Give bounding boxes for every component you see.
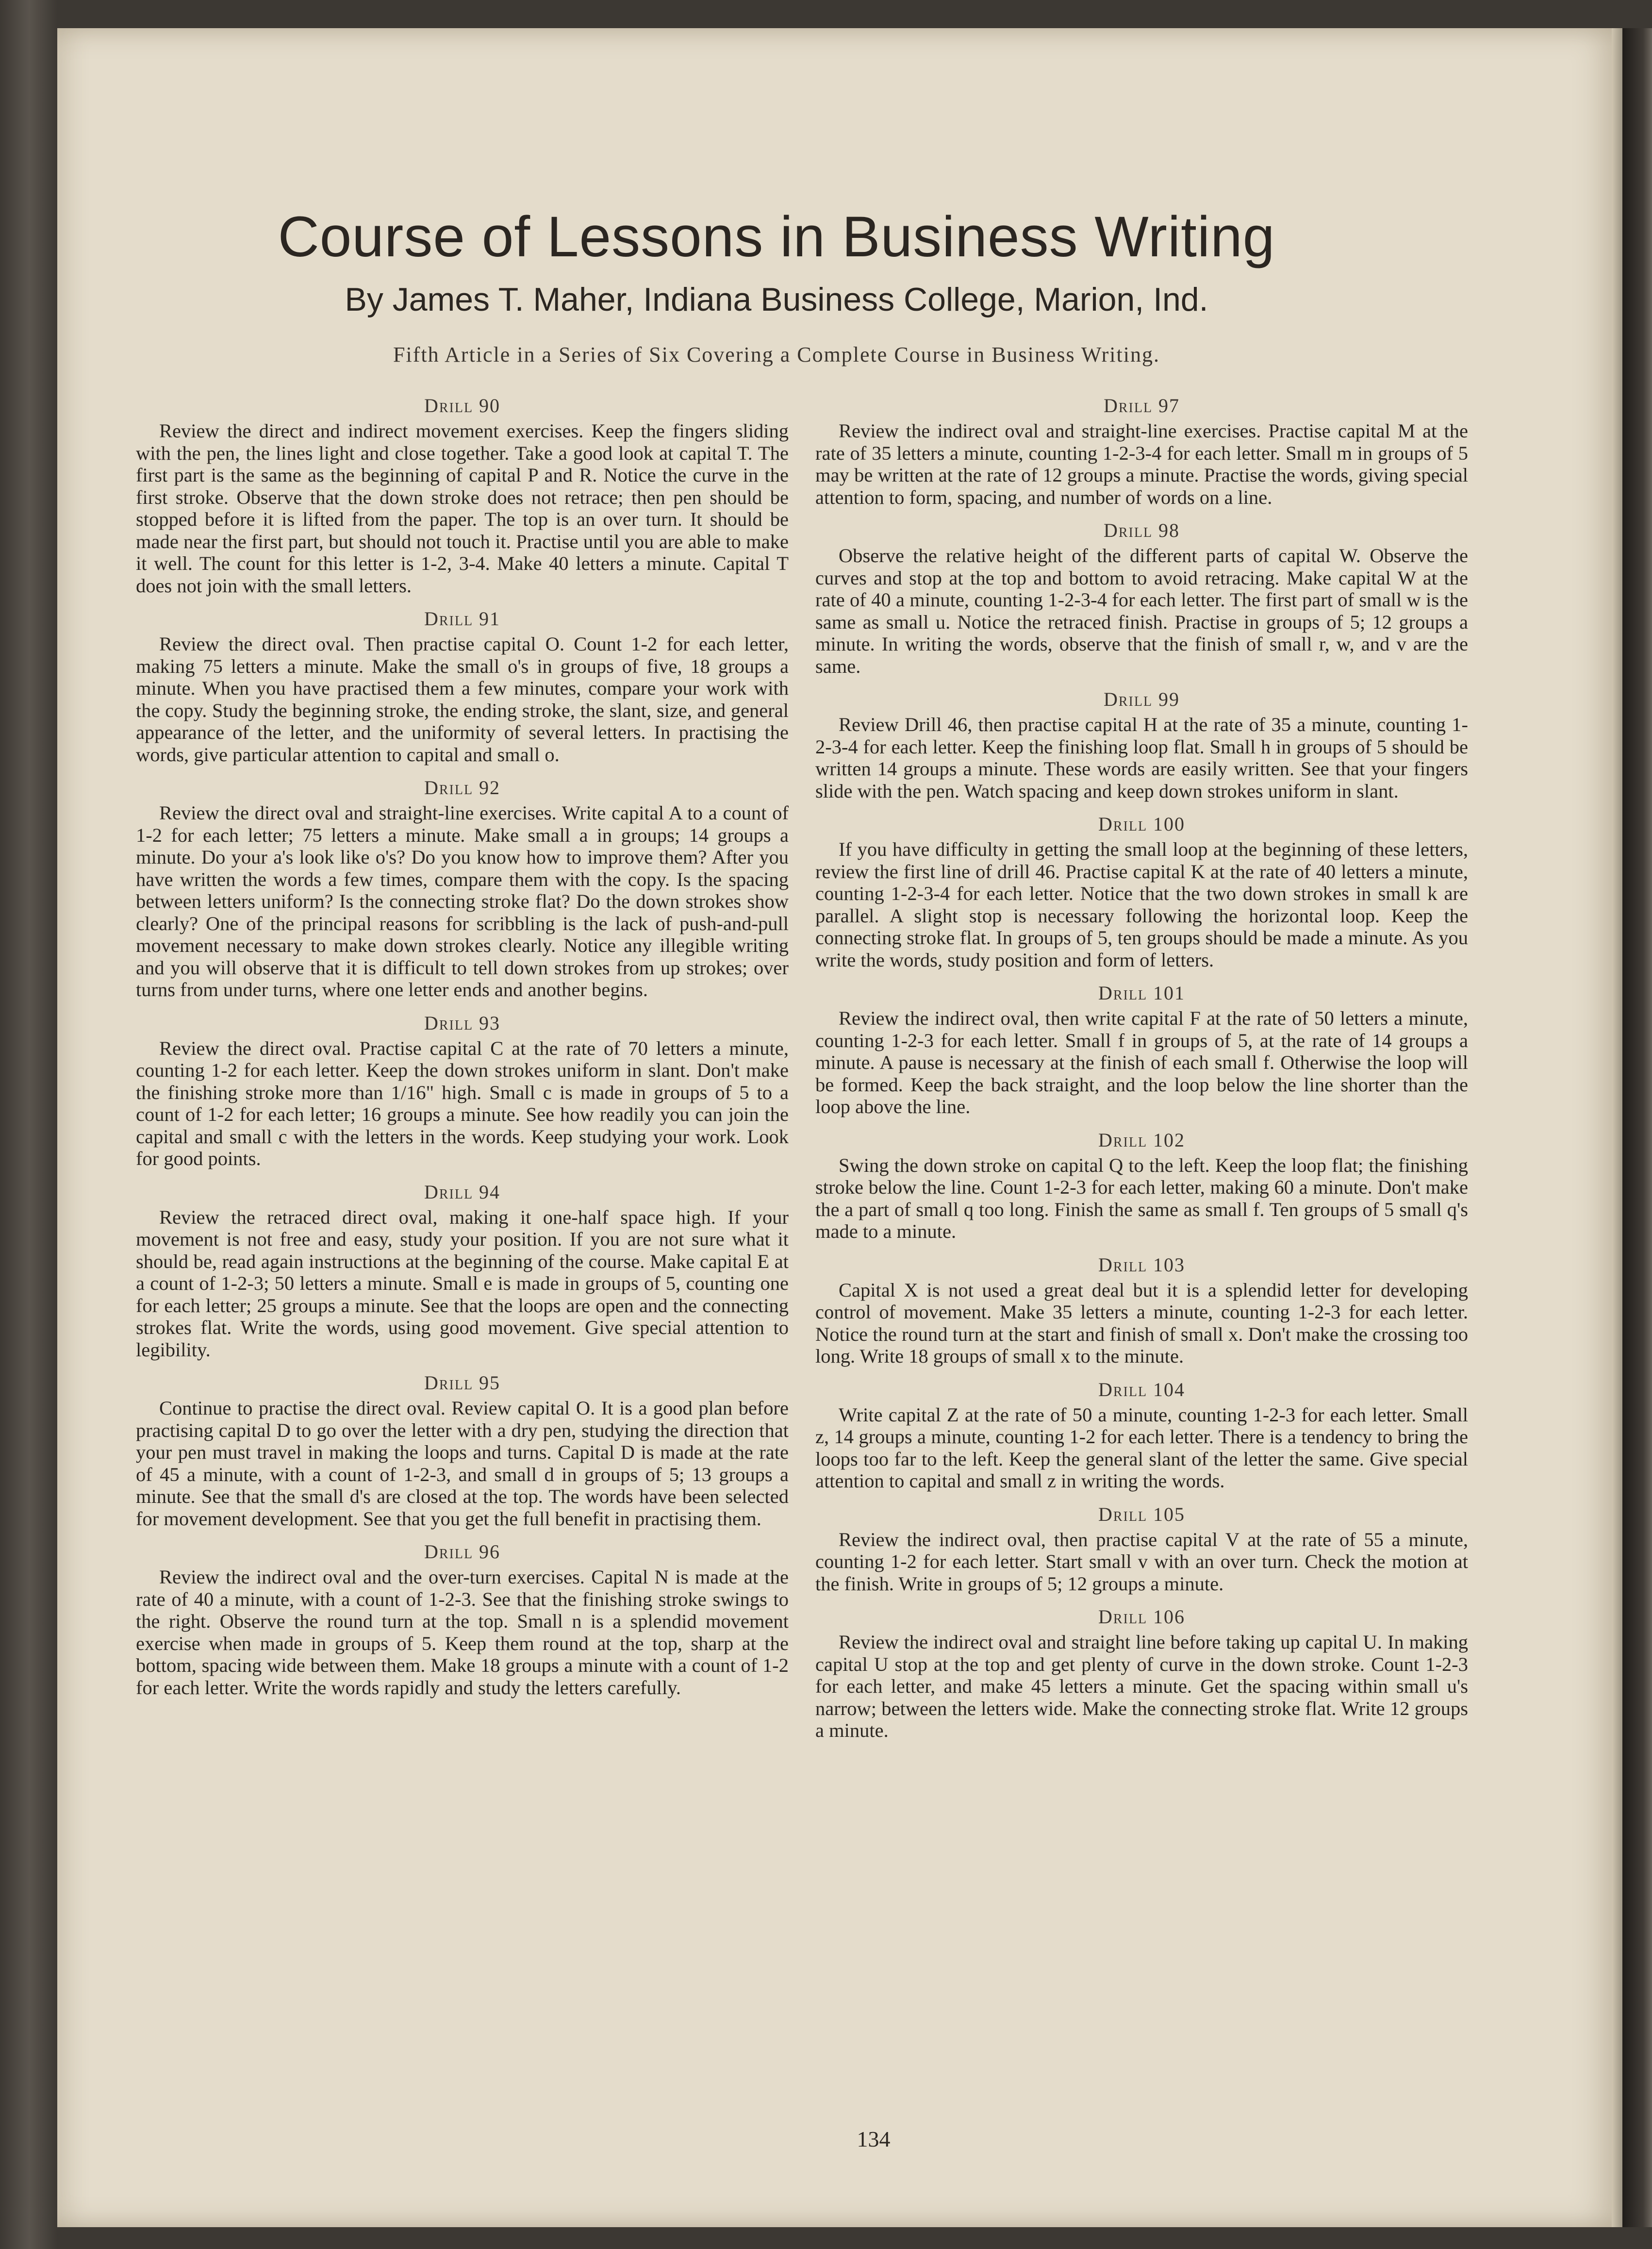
drill-text: Observe the relative height of the different parts of capital W. Observe the curves and stop at the top and bottom to avoid retracing. Make capital W at the rate of 40 a minute, counting 1-2-3-4 for each letter. The first part of small w is the same as small u. Notice the retraced finish. Practise in groups of 5; 12 groups a minute. In writing the words, observe that the finish of small r, w, and v are the same. bbox=[815, 545, 1468, 677]
drill-heading: Drill 103 bbox=[1098, 1253, 1186, 1276]
drill-text: Review Drill 46, then practise capital H at the rate of 35 a minute, counting 1-2-3-4 for each letter. Keep the finishing loop flat. Small h in groups of 5 should be written 14 groups a minute. These words are easily written. See that your fingers slide with the pen. Watch spacing and keep down strokes uniform in slant. bbox=[815, 714, 1468, 802]
drill-94 bbox=[136, 1181, 789, 1361]
article-byline: By James T. Maher, Indiana Business College, Marion, Ind. bbox=[345, 281, 1208, 318]
drill-98 bbox=[815, 519, 1468, 677]
drill-heading: Drill 104 bbox=[1098, 1378, 1186, 1400]
drill-text: Review the direct and indirect movement exercises. Keep the fingers sliding with the pen, the lines light and close together. Take a good look at capital T. The first part is the same as the beginning of capital P and R. Notice the curve in the first stroke. Observe that the down stroke does not retrace; then pen should be stopped before it is lifted from the paper. The top is an over turn. It should be made near the first part, but should not touch it. Practise until you are able to make it well. The count for this letter is 1-2, 3-4. Make 40 letters a minute. Capital T does not join with the small letters. bbox=[136, 420, 789, 597]
drill-heading: Drill 92 bbox=[424, 777, 501, 799]
drill-heading: Drill 95 bbox=[424, 1372, 501, 1394]
drill-text: Review the direct oval. Practise capital C at the rate of 70 letters a minute, counting 1-2 for each letter. Keep the down strokes uniform in slant. Don't make the finishing stroke more than 1/16" high. Small c is made in groups of 5 to a count of 1-2 for each letter; 16 groups a minute. See how readily you can join the capital and small c with the letters in the words. Keep studying your work. Look for good points. bbox=[136, 1037, 789, 1169]
drill-91 bbox=[136, 607, 789, 766]
drill-text: Review the indirect oval and straight line before taking up capital U. In making capital U stop at the top and get plenty of curve in the down stroke. Count 1-2-3 for each letter, and make 45 letters a minute. Get the spacing within small u's narrow; between the letters wide. Make the connecting stroke flat. Write 12 groups a minute. bbox=[815, 1631, 1468, 1741]
drill-heading: Drill 93 bbox=[424, 1012, 501, 1034]
drill-heading: Drill 96 bbox=[424, 1541, 501, 1563]
drill-101 bbox=[815, 982, 1468, 1118]
drill-93 bbox=[136, 1012, 789, 1170]
left-column bbox=[136, 383, 789, 1699]
drill-text: Review the indirect oval and straight-line exercises. Practise capital M at the rate of 35 letters a minute, counting 1-2-3-4 for each letter. Small m in groups of 5 may be written at the rate of 12 groups a minute. Practise the words, giving special attention to form, spacing, and number of words on a line. bbox=[815, 420, 1468, 508]
drill-text: Review the direct oval and straight-line exercises. Write capital A to a count of 1-2 for each letter; 75 letters a minute. Make small a in groups; 14 groups a minute. Do your a's look like o's? Do you know how to improve them? After you have written the words a few times, compare them with the copy. Is the spacing between letters uniform? Is the connecting stroke flat? Do the down strokes show clearly? One of the principal reasons for scribbling is the lack of push-and-pull movement necessary to make down strokes clearly. Notice any illegible writing and you will observe that it is difficult to tell down strokes from up strokes; over turns from under turns, where one letter ends and another begins. bbox=[136, 802, 789, 1000]
drill-text: Write capital Z at the rate of 50 a minute, counting 1-2-3 for each letter. Small z, 14 groups a minute, counting 1-2 for each letter. There is a tendency to bring the loops too far to the left. Keep the general slant of the letter the same. Give special attention to capital and small z in writing the words. bbox=[815, 1403, 1468, 1492]
binding-shadow bbox=[1622, 28, 1652, 2227]
drill-heading: Drill 91 bbox=[424, 608, 501, 630]
drill-heading: Drill 90 bbox=[424, 395, 501, 416]
drill-heading: Drill 105 bbox=[1098, 1503, 1186, 1525]
drill-92 bbox=[136, 776, 789, 1001]
drill-95 bbox=[136, 1371, 789, 1530]
drill-96 bbox=[136, 1540, 789, 1699]
drill-106 bbox=[815, 1605, 1468, 1742]
drill-text: Swing the down stroke on capital Q to the left. Keep the loop flat; the finishing stroke below the line. Count 1-2-3 for each letter, making 60 a minute. Don't make the a part of small q too long. Finish the same as small f. Ten groups of 5 small q's made to a minute. bbox=[815, 1154, 1468, 1242]
drill-heading: Drill 97 bbox=[1103, 395, 1180, 416]
drill-text: Review the indirect oval, then practise capital V at the rate of 55 a minute, counting 1-2 for each letter. Start small v with an over turn. Check the motion at the finish. Write in groups of 5; 12 groups a minute. bbox=[815, 1528, 1468, 1595]
page-edge bbox=[1612, 28, 1622, 2227]
drill-97 bbox=[815, 394, 1468, 508]
drill-105 bbox=[815, 1503, 1468, 1595]
drill-text: Capital X is not used a great deal but it is a splendid letter for developing control of movement. Make 35 letters a minute, counting 1-2-3 for each letter. Notice the round turn at the start and finish of small x. Don't make the crossing too long. Write 18 groups of small x to the minute. bbox=[815, 1279, 1468, 1367]
drill-heading: Drill 106 bbox=[1098, 1606, 1186, 1628]
drill-text: If you have difficulty in getting the small loop at the beginning of these letters, review the first line of drill 46. Practise capital K at the rate of 40 letters a minute, counting 1-2-3-4 for each letter. Notice that the two down strokes in small k are parallel. A slight stop is necessary following the horizontal loop. Keep the connecting stroke flat. In groups of 5, ten groups should be made a minute. As you write the words, study position and form of letters. bbox=[815, 838, 1468, 971]
drill-text: Review the indirect oval, then write capital F at the rate of 50 letters a minute, counting 1-2-3 for each letter. Small f in groups of 5, at the rate of 14 groups a minute. A pause is necessary at the finish of each small f. Otherwise the loop will be formed. Keep the back straight, and the loop below the line shorter than the loop above the line. bbox=[815, 1007, 1468, 1117]
drill-100 bbox=[815, 813, 1468, 971]
drill-heading: Drill 99 bbox=[1103, 688, 1180, 710]
drill-104 bbox=[815, 1378, 1468, 1492]
drill-99 bbox=[815, 688, 1468, 802]
right-column bbox=[815, 383, 1468, 1742]
drill-heading: Drill 98 bbox=[1103, 519, 1180, 541]
drill-heading: Drill 101 bbox=[1098, 982, 1186, 1004]
drill-text: Continue to practise the direct oval. Review capital O. It is a good plan before practising capital D to go over the letter with a dry pen, studying the direction that your pen must travel in making the loops and turns. Capital D is made at the rate of 45 a minute, with a count of 1-2-3, and small d in groups of 5; 13 groups a minute. See that the small d's are closed at the top. The words have been selected for movement development. See that you get the full benefit in practising them. bbox=[136, 1397, 789, 1530]
drill-text: Review the indirect oval and the over-turn exercises. Capital N is made at the rate of 40 a minute, with a count of 1-2-3. See that the finishing stroke swings to the right. Observe the round turn at the top. Small n is a splendid movement exercise when made in groups of 5. Keep them round at the top, sharp at the bottom, spacing wide between them. Make 18 groups a minute with a count of 1-2 for each letter. Write the words rapidly and study the letters carefully. bbox=[136, 1566, 789, 1699]
drill-heading: Drill 100 bbox=[1098, 813, 1186, 835]
drill-text: Review the retraced direct oval, making it one-half space high. If your movement is not free and easy, study your position. If you are not sure what it should be, read again instructions at the beginning of the course. Make capital E at a count of 1-2-3; 50 letters a minute. Small e is made in groups of 5, counting one for each letter; 25 groups a minute. See that the loops are open and the connecting strokes flat. Write the words, using good movement. Give special attention to legibility. bbox=[136, 1206, 789, 1361]
drill-heading: Drill 102 bbox=[1098, 1129, 1186, 1151]
article-title: Course of Lessons in Business Writing bbox=[278, 205, 1275, 269]
drill-103 bbox=[815, 1253, 1468, 1367]
drill-heading: Drill 94 bbox=[424, 1181, 501, 1203]
drill-90 bbox=[136, 394, 789, 597]
series-note: Fifth Article in a Series of Six Covering a Complete Course in Business Writing. bbox=[393, 343, 1160, 367]
drill-102 bbox=[815, 1129, 1468, 1243]
page-number: 134 bbox=[857, 2127, 891, 2151]
drill-text: Review the direct oval. Then practise capital O. Count 1-2 for each letter, making 75 letters a minute. Make the small o's in groups of five, 18 groups a minute. When you have practised them a few minutes, compare your work with the copy. Study the beginning stroke, the ending stroke, the slant, size, and general appearance of the letter, and the uniformity of several letters. In practising the words, give particular attention to capital and small o. bbox=[136, 633, 789, 766]
